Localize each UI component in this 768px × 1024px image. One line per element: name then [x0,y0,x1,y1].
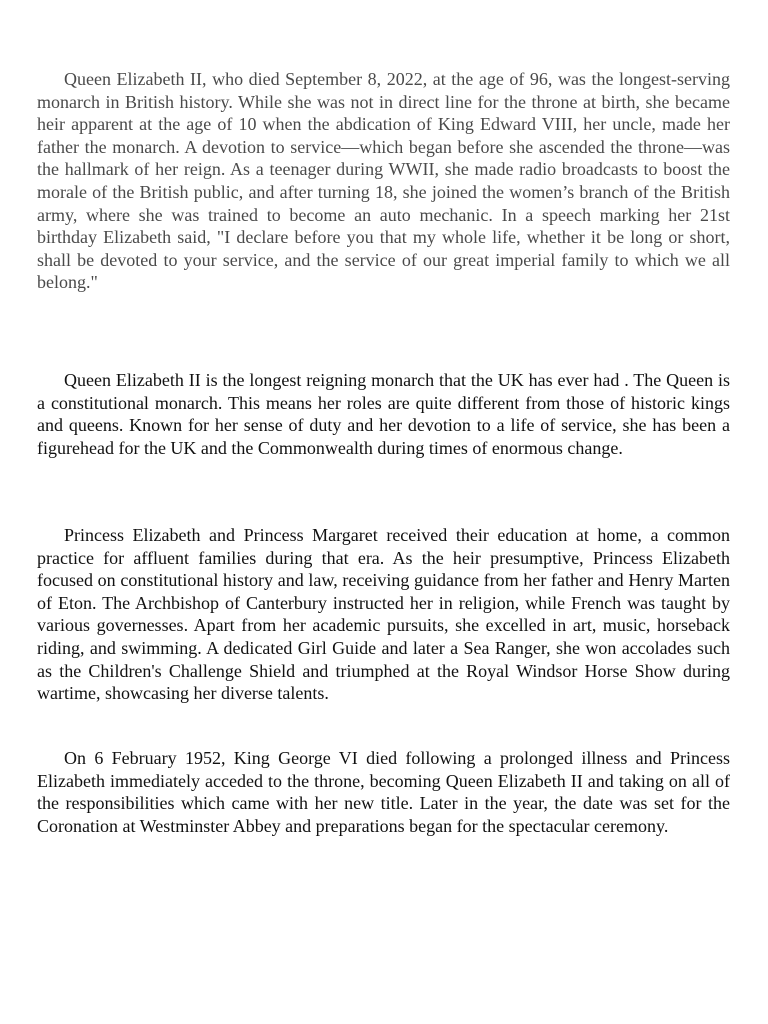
paragraph-4: On 6 February 1952, King George VI died following a prolonged illness and Princess Elizabeth immediately acceded to the throne, becoming Queen Elizabeth II and taking on all of the responsibilities which came with her new title. Later in the year, the date was set for the Coronation at Westminster Abbey and preparations began for the spectacular ceremony. [37,748,730,836]
paragraph-3: Princess Elizabeth and Princess Margaret received their education at home, a common practice for affluent families during that era. As the heir presumptive, Princess Elizabeth focused on constitutional history and law, receiving guidance from her father and Henry Marten of Eton. The Archbishop of Canterbury instructed her in religion, while French was taught by various governesses. Apart from her academic pursuits, she excelled in art, music, horseback riding, and swimming. A dedicated Girl Guide and later a Sea Ranger, she won accolades such as the Children's Challenge Shield and triumphed at the Royal Windsor Horse Show during wartime, showcasing her diverse talents. [37,525,730,704]
paragraph-1: Queen Elizabeth II, who died September 8, 2022, at the age of 96, was the longest-serving monarch in British history. While she was not in direct line for the throne at birth, she became heir apparent at the age of 10 when the abdication of King Edward VIII, her uncle, made her father the monarch. A devotion to service—which began before she ascended the throne—was the hallmark of her reign. As a teenager during WWII, she made radio broadcasts to boost the morale of the British public, and after turning 18, she joined the women’s branch of the British army, where she was trained to become an auto mechanic. In a speech marking her 21st birthday Elizabeth said, "I declare before you that my whole life, whether it be long or short, shall be devoted to your service, and the service of our great imperial family to which we all belong." [37,69,730,293]
paragraph-2: Queen Elizabeth II is the longest reigning monarch that the UK has ever had . The Queen is a constitutional monarch. This means her roles are quite different from those of historic kings and queens. Known for her sense of duty and her devotion to a life of service, she has been a figurehead for the UK and the Commonwealth during times of enormous change. [37,370,730,458]
